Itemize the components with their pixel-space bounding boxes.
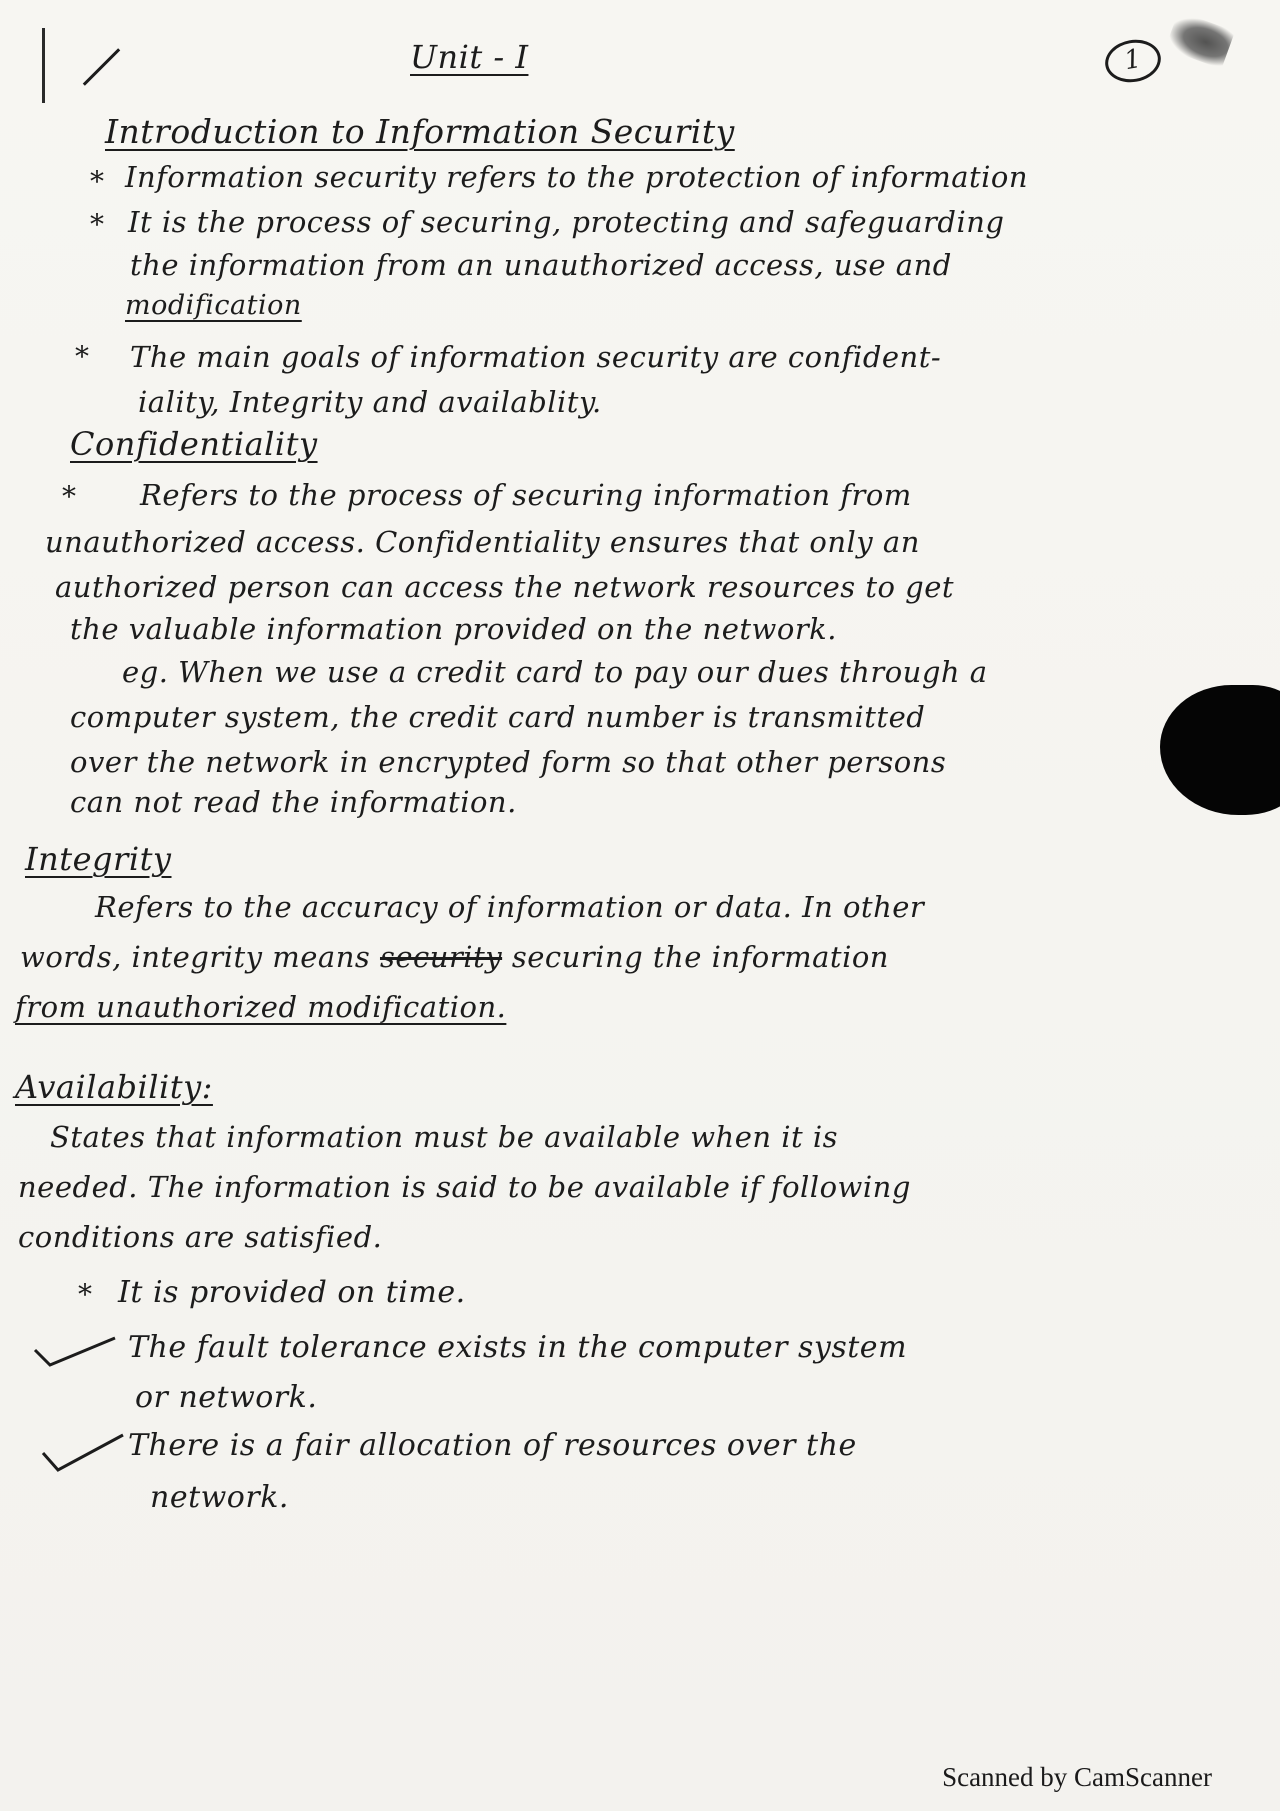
integrity-line-2 [20, 940, 889, 974]
confidentiality-example-3: over the network in encrypted form so that other persons [70, 745, 947, 779]
integrity-line-3: from unauthorized modification. [15, 990, 507, 1024]
unit-heading: Unit - I [410, 38, 529, 76]
intro-line-2: It is the process of securing, protecting and safeguarding [128, 205, 1005, 239]
availability-item-5: network. [150, 1480, 289, 1515]
availability-line-2: needed. The information is said to be available if following [18, 1170, 911, 1204]
margin-pen-mark [42, 28, 45, 103]
confidentiality-example-2: computer system, the credit card number is transmitted [70, 700, 926, 734]
page-number-circle: 1 [1102, 35, 1164, 86]
confidentiality-example-1: eg. When we use a credit card to pay our dues through a [122, 655, 988, 689]
bullet-asterisk: * [90, 208, 104, 241]
page-title: Introduction to Information Security [105, 112, 735, 151]
availability-item-1: It is provided on time. [118, 1275, 466, 1310]
bullet-asterisk: * [62, 480, 76, 513]
integrity-heading: Integrity [25, 840, 172, 878]
confidentiality-heading: Confidentiality [70, 425, 318, 463]
intro-line-6: iality, Integrity and availablity. [138, 385, 602, 419]
confidentiality-example-4: can not read the information. [70, 785, 517, 819]
bullet-asterisk: * [78, 1278, 92, 1311]
integrity-line-2a: words, integrity means [20, 940, 371, 974]
integrity-struck-word: security [379, 940, 503, 974]
intro-line-3: the information from an unauthorized access, use and [130, 248, 952, 282]
scanner-watermark: Scanned by CamScanner [942, 1762, 1212, 1792]
availability-item-4: There is a fair allocation of resources over the [128, 1428, 857, 1463]
intro-line-4: modification [125, 290, 302, 321]
availability-item-2: The fault tolerance exists in the computer system [128, 1330, 908, 1365]
confidentiality-line-3: authorized person can access the network resources to get [55, 570, 955, 604]
slash-pen-mark [83, 48, 120, 85]
ink-blot [1160, 685, 1280, 815]
corner-shadow [1165, 11, 1235, 69]
bullet-asterisk: * [75, 340, 89, 373]
integrity-line-2b: securing the information [511, 940, 889, 974]
availability-item-3: or network. [135, 1380, 318, 1415]
intro-line-1: Information security refers to the protection of information [125, 160, 1029, 194]
bullet-asterisk: * [90, 165, 104, 198]
availability-line-1: States that information must be available when it is [50, 1120, 839, 1154]
checkmark-icon [30, 1330, 120, 1370]
checkmark-icon [38, 1425, 128, 1475]
confidentiality-line-1: Refers to the process of securing information from [140, 478, 912, 512]
confidentiality-line-4: the valuable information provided on the network. [70, 612, 837, 646]
confidentiality-line-2: unauthorized access. Confidentiality ensures that only an [45, 525, 920, 559]
availability-heading: Availability: [15, 1068, 213, 1106]
intro-line-5: The main goals of information security are confident- [130, 340, 942, 374]
availability-line-3: conditions are satisfied. [18, 1220, 383, 1254]
integrity-line-1: Refers to the accuracy of information or data. In other [95, 890, 925, 924]
